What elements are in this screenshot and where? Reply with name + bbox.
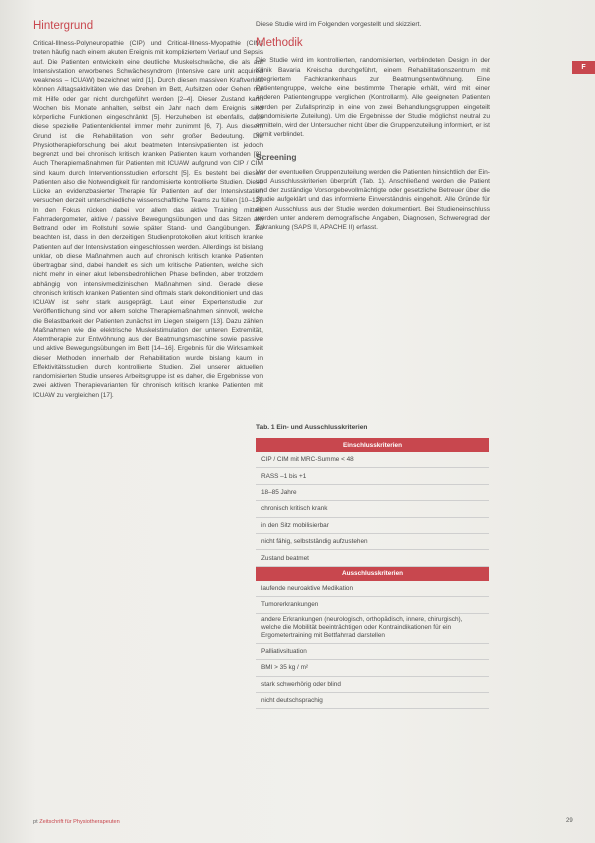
inclusion-criterion-cell: CIP / CIM mit MRC-Summe < 48 [256, 452, 489, 468]
exclusion-criterion-cell: BMI > 35 kg / m² [256, 660, 489, 676]
methods-body: Die Studie wird im kontrollierten, randomisierten, verblindeten Design in der Klinik Bavaria Kreischa durchgeführt, einem Rehabilitationszentrum mit integriertem Fachkrankenhaus zur Beatmungsentwöhnung. Eine Patientengruppe, welche eine bestimmte Therapie erhält, wird mit einer anderen Patientengruppe verglichen (Kontrollarm). Alle geeigneten Patienten werden per Zufallsprinzip in eine von zwei Behandlungsgruppen eingeteilt (randomisierte Zuteilung). Um die Ergebnisse der Studie möglichst neutral zu ermitteln, wird der Untersucher nicht über die Gruppenzuteilung informiert, er ist somit verblindet. [256, 57, 490, 139]
exclusion-criterion-cell: Palliativsituation [256, 643, 489, 659]
inclusion-criterion-cell: nicht fähig, selbstständig aufzustehen [256, 533, 489, 549]
inclusion-criterion-row [256, 501, 489, 517]
inclusion-criterion-row [256, 452, 489, 468]
inclusion-criterion-row [256, 468, 489, 484]
exclusion-criterion-row [256, 581, 489, 597]
inclusion-criterion-cell: RASS –1 bis +1 [256, 468, 489, 484]
page-number: 29 [566, 818, 573, 824]
footer-prefix: pt [33, 819, 38, 825]
inclusion-criterion-cell: 18–85 Jahre [256, 484, 489, 500]
exclusion-header: Ausschlusskriterien [256, 566, 489, 581]
background-heading: Hintergrund [33, 20, 94, 32]
criteria-table [256, 438, 489, 709]
exclusion-criterion-row [256, 613, 489, 643]
inclusion-header: Einschlusskriterien [256, 438, 489, 452]
footer-journal [33, 819, 120, 825]
screening-heading: Screening [256, 151, 297, 162]
inclusion-criterion-cell: Zustand beatmet [256, 550, 489, 566]
background-body: Critical-Illness-Polyneuropathie (CIP) und Critical-Illness-Myopathie (CIM) treten häufig nach einem akuten Ereignis mit kompliziertem Verlauf und Sepsis auf. Die Patienten entwickeln eine deutliche Muskelschwäche, die als auf Intensivstation erworbenes Schwächesyndrom (Intensive care unit acquired weakness – ICUAW) bezeichnet wird [1]. Durch diesen massiven Kraftverlust können Alltagsaktivitäten wie das Drehen im Bett, Aufsitzen oder Gehen nur mit Hilfe oder gar nicht durchgeführt werden [2–4]. Dieser Zustand kann Wochen bis Monate anhalten, selbst ein Jahr nach dem Ereignis sind körperliche Funktionen eingeschränkt [5]. Herzuheben ist ebenfalls, dass diese spezielle Patientenklientel immer mehr zunimmt [6, 7]. Aus diesem Grund ist die Rehabilitation von sehr großer Bedeutung. Die Physiotherapieforschung bei akut beatmeten Intensivpatienten ist jedoch begrenzt und bei chronisch kritisch kranken Patienten kaum vorhanden [8]. Auch Therapiemaßnahmen für Patienten mit ICUAW aufgrund von CIP / CIM sind kaum durch Interventionsstudien erforscht [5]. Es besteht bei diesen Patienten also die Notwendigkeit für randomisierte kontrollierte Studien. Diese Lücke an evidenzbasierter Therapie für Patienten auf der Intensivstation versuchen derzeit unterschiedliche wissenschaftliche Teams zu füllen [10–12]. In den Fokus rücken dabei vor allem das aktive Training mittels Fahrradergometer, aktive / passive Bewegungsübungen und das Sitzen am Bettrand oder im Rollstuhl sowie später Stand- und Gangübungen. Zu beachten ist, dass in den derzeitigen Studienprotokollen akut kritisch kranke Patienten auf der Intensivstation eingeschlossen werden. Allerdings ist bislang unklar, ob diese Maßnahmen auch auf chronisch kritisch kranke Patienten übertragbar sind, dabei handelt es sich um kritische Patienten, welche sich nicht mehr in einer akut lebensbedrohlichen Phase befinden, aber trotzdem abhängig von intensivmedizinischen Maßnahmen sind. Gerade diese chronisch kritisch kranken Patienten sind oftmals stark dekonditioniert und das ICUAW ist sehr stark ausgeprägt. Laut einer Expertenstudie zur Veröffentlichung sind vor allem solche Therapiemaßnahmen sinnvoll, welche die Belastbarkeit der Patienten zunächst im Liegen steigern [13]. Dazu zählen Maßnahmen wie die elektrische Muskelstimulation der unteren Extremität, Atemtherapie zur Entwöhnung aus der Beatmungsmaschine sowie passive und aktive Bewegungsübungen im Bett [14–16]. Ergebnis für die Wirksamkeit dieser Methoden innerhalb der Rehabilitation wurde bislang kaum in Effektivitätsstudien durch kontrollierte Studien. Ziel unserer aktuellen randomisierten Studie unseres Arbeitsgruppe ist es daher, die Ergebnisse von zwei aktiven Therapievarianten für chronisch kritisch kranke Patienten mit ICUAW zu vergleichen [17]. [33, 40, 263, 399]
journal-name: Zeitschrift für Physiotherapeuten [39, 819, 120, 825]
table-caption: Tab. 1 Ein- und Ausschlusskriterien [256, 424, 368, 431]
exclusion-criterion-row [256, 676, 489, 692]
exclusion-criterion-row [256, 643, 489, 659]
exclusion-criterion-cell: nicht deutschsprachig [256, 692, 489, 708]
exclusion-criterion-cell: andere Erkrankungen (neurologisch, orthopädisch, innere, chirurgisch), welche die Mobilität beeinträchtigen oder Kontraindikationen für ein Ergometertraining mit Bettfahrrad darstellen [256, 613, 489, 643]
exclusion-header-row [256, 566, 489, 581]
section-tab: F [572, 61, 595, 74]
screening-body: Vor der eventuellen Gruppenzuteilung werden die Patienten hinsichtlich der Ein- und Ausschlusskriterien überprüft (Tab. 1). Anschließend werden die Patient und der zuständige Vorsorgebevollmächtigte oder gesetzliche Betreuer über die Studie aufgeklärt und das informierte Einverständnis eingeholt. Alle Gründe für einen Ausschluss aus der Studie werden dokumentiert. Bei Studieneinschluss werden unter anderem demografische Angaben, Diagnosen, Schweregrad der Erkrankung (SAPS II, APACHE II) erfasst. [256, 168, 490, 231]
right-column [256, 20, 490, 232]
exclusion-criterion-row [256, 692, 489, 708]
exclusion-criterion-row [256, 597, 489, 613]
exclusion-criterion-row [256, 660, 489, 676]
inclusion-criterion-cell: in den Sitz mobilisierbar [256, 517, 489, 533]
exclusion-criterion-cell: stark schwerhörig oder blind [256, 676, 489, 692]
inclusion-header-row [256, 438, 489, 452]
inclusion-criterion-row [256, 533, 489, 549]
inclusion-criterion-row [256, 517, 489, 533]
inclusion-criterion-cell: chronisch kritisch krank [256, 501, 489, 517]
intro-continuation: Diese Studie wird im Folgenden vorgestellt und skizziert. [256, 21, 422, 28]
inclusion-criterion-row [256, 484, 489, 500]
exclusion-criterion-cell: laufende neuroaktive Medikation [256, 581, 489, 597]
left-column [33, 20, 263, 400]
methods-heading: Methodik [256, 37, 303, 50]
exclusion-criterion-cell: Tumorerkrankungen [256, 597, 489, 613]
inclusion-criterion-row [256, 550, 489, 566]
